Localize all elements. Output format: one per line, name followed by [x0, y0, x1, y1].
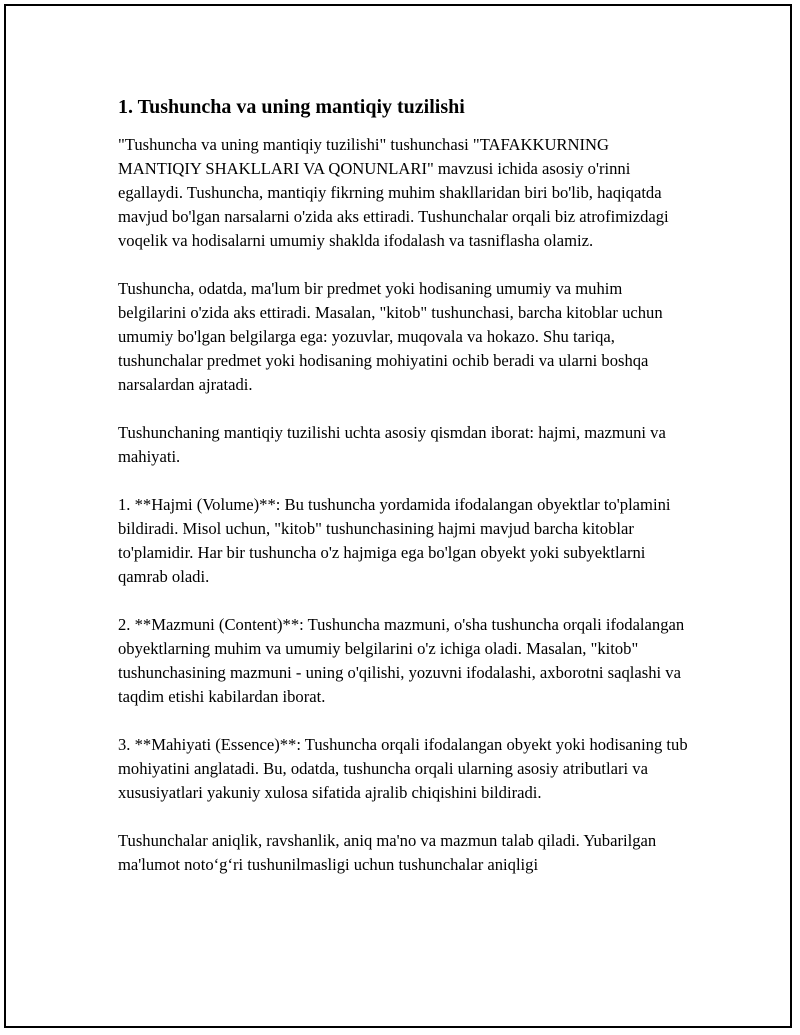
paragraph-conclusion: Tushunchalar aniqlik, ravshanlik, aniq ma'no va mazmun talab qiladi. Yubarilgan ma'lumot noto‘g‘ri tushunilmasligi uchun tushunchalar aniqligi [118, 831, 657, 874]
paragraph-content: 2. **Mazmuni (Content)**: Tushuncha mazmuni, o'sha tushuncha orqali ifodalangan obyektlarning muhim va umumiy belgilarini o'z ichiga oladi. Masalan, "kitob" tushunchasining mazmuni - uning o'qilishi, yozuvni ifodalashi, axborotni saqlashi va taqdim etishi kabilardan iborat. [118, 615, 685, 706]
paragraph-structure: Tushunchaning mantiqiy tuzilishi uchta asosiy qismdan iborat: hajmi, mazmuni va mahiyati. [118, 423, 666, 466]
paragraph-essence: 3. **Mahiyati (Essence)**: Tushuncha orqali ifodalangan obyekt yoki hodisaning tub mohiyatini anglatadi. Bu, odatda, tushuncha orqali ularning asosiy atributlari va xususiyatlari yakuniy xulosa sifatida ajralib chiqishini bildiradi. [118, 735, 688, 802]
paragraph-definition: Tushuncha, odatda, ma'lum bir predmet yoki hodisaning umumiy va muhim belgilarini o'zida aks ettiradi. Masalan, "kitob" tushunchasi, barcha kitoblar uchun umumiy bo'lgan belgilarga ega: yozuvlar, muqovala va hokazo. Shu tariqa, tushunchalar predmet yoki hodisaning mohiyatini ochib beradi va ularni boshqa narsalardan ajratadi. [118, 279, 663, 394]
document-title: 1. Tushuncha va uning mantiqiy tuzilishi [118, 96, 465, 118]
paragraph-volume: 1. **Hajmi (Volume)**: Bu tushuncha yordamida ifodalangan obyektlar to'plamini bildiradi. Misol uchun, "kitob" tushunchasining hajmi mavjud barcha kitoblar to'plamidir. Har bir tushuncha o'z hajmiga ega bo'lgan obyekt yoki subyektlarni qamrab oladi. [118, 495, 671, 586]
document-body [118, 95, 688, 877]
paragraph-intro: "Tushuncha va uning mantiqiy tuzilishi" tushunchasi "TAFAKKURNING MANTIQIY SHAKLLARI VA QONUNLARI" mavzusi ichida asosiy o'rinni egallaydi. Tushuncha, mantiqiy fikrning muhim shakllaridan biri bo'lib, haqiqatda mavjud bo'lgan narsalarni o'zida aks ettiradi. Tushunchalar orqali biz atrofimizdagi voqelik va hodisalarni umumiy shaklda ifodalash va tasniflasha olamiz. [118, 135, 669, 250]
